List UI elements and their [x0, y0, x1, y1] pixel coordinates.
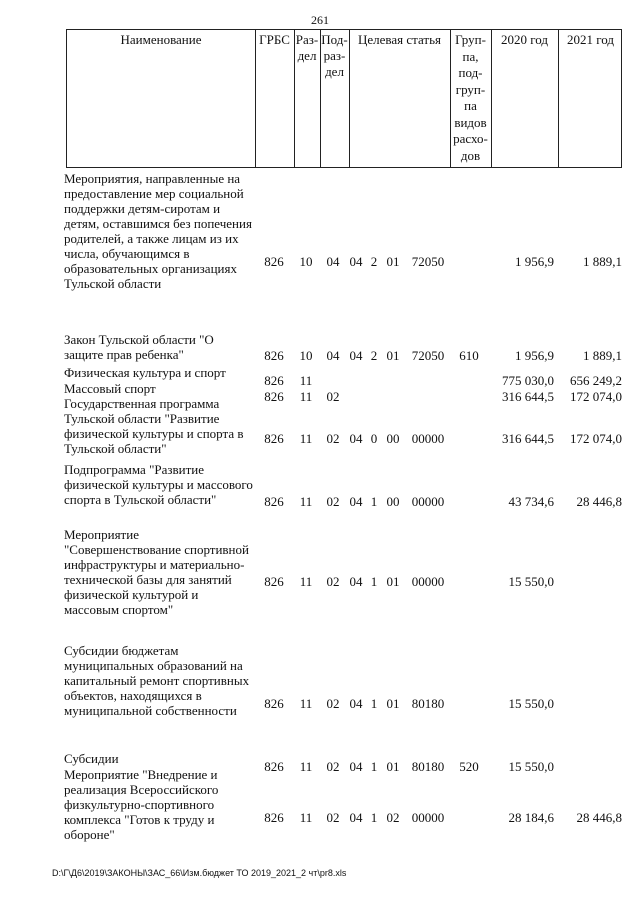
cell-cs2: 2 [370, 348, 378, 363]
cell-cs4: 00000 [411, 574, 445, 589]
cell-rz: 11 [299, 389, 313, 404]
header-tselevaya: Целевая статья [357, 32, 441, 47]
cell-cs4: 72050 [411, 254, 445, 269]
cell-grbs: 826 [264, 373, 284, 388]
cell-grbs: 826 [264, 348, 284, 363]
cell-cs2: 2 [370, 254, 378, 269]
cell-cs4: 80180 [411, 759, 445, 774]
cell-cs2: 1 [370, 696, 378, 711]
cell-cs1: 04 [349, 574, 363, 589]
table-header [66, 29, 622, 168]
cell-y2021: 172 074,0 [570, 431, 622, 446]
cell-y2021: 172 074,0 [570, 389, 622, 404]
cell-grbs: 826 [264, 389, 284, 404]
cell-grbs: 826 [264, 574, 284, 589]
cell-y2020: 316 644,5 [502, 389, 554, 404]
row-name: Субсидии бюджетам муниципальных образований на капитальный ремонт спортивных объектов, находящихся в муниципальной собственности [64, 643, 250, 718]
col-divider [558, 30, 559, 167]
cell-cs2: 0 [370, 431, 378, 446]
cell-cs4: 00000 [411, 431, 445, 446]
cell-cs3: 01 [386, 759, 400, 774]
header-podrazdel: Под- раз- дел [321, 32, 348, 79]
cell-cs4: 00000 [411, 810, 445, 825]
cell-y2021: 656 249,2 [570, 373, 622, 388]
row-name: Государственная программа Тульской области "Развитие физической культуры и спорта в Тульской области" [64, 396, 244, 456]
cell-y2020: 1 956,9 [515, 254, 554, 269]
cell-cs3: 01 [386, 696, 400, 711]
cell-cs1: 04 [349, 759, 363, 774]
cell-pr: 02 [326, 759, 340, 774]
cell-y2020: 316 644,5 [502, 431, 554, 446]
row-name: Подпрограмма "Развитие физической культуры и массового спорта в Тульской области" [64, 462, 253, 507]
cell-y2021: 28 446,8 [576, 810, 622, 825]
row-name: Закон Тульской области "О защите прав ребенка" [64, 332, 214, 362]
header-2020: 2020 год [501, 32, 548, 47]
col-divider [349, 30, 350, 167]
cell-y2020: 43 734,6 [508, 494, 554, 509]
cell-pr: 02 [326, 574, 340, 589]
cell-y2020: 1 956,9 [515, 348, 554, 363]
cell-rz: 11 [299, 431, 313, 446]
cell-cs3: 02 [386, 810, 400, 825]
cell-y2020: 775 030,0 [502, 373, 554, 388]
cell-y2021: 1 889,1 [583, 348, 622, 363]
cell-rz: 11 [299, 574, 313, 589]
page-number: 261 [311, 13, 329, 27]
cell-cs1: 04 [349, 494, 363, 509]
cell-rz: 11 [299, 810, 313, 825]
cell-cs3: 00 [386, 494, 400, 509]
cell-vr: 610 [459, 348, 479, 363]
col-divider [491, 30, 492, 167]
row-name: Мероприятие "Внедрение и реализация Всероссийского физкультурно-спортивного комплекса "Готов к труду и обороне" [64, 767, 219, 842]
cell-cs3: 01 [386, 348, 400, 363]
cell-y2021: 1 889,1 [583, 254, 622, 269]
cell-cs2: 1 [370, 494, 378, 509]
cell-cs2: 1 [370, 574, 378, 589]
cell-pr: 02 [326, 810, 340, 825]
cell-grbs: 826 [264, 254, 284, 269]
cell-rz: 11 [299, 696, 313, 711]
cell-grbs: 826 [264, 759, 284, 774]
cell-grbs: 826 [264, 696, 284, 711]
cell-grbs: 826 [264, 494, 284, 509]
row-name: Мероприятия, направленные на предоставление мер социальной поддержки детям-сиротам и детям, оставшимся без попечения родителей, а также лицам из их числа, обучающимся в образовательных организациях Тульской области [64, 171, 252, 291]
cell-cs3: 01 [386, 254, 400, 269]
cell-cs2: 1 [370, 759, 378, 774]
cell-pr: 02 [326, 389, 340, 404]
cell-vr: 520 [459, 759, 479, 774]
row-name: Субсидии [64, 751, 119, 766]
cell-y2020: 15 550,0 [508, 574, 554, 589]
cell-cs3: 01 [386, 574, 400, 589]
cell-pr: 02 [326, 431, 340, 446]
cell-cs4: 80180 [411, 696, 445, 711]
cell-cs3: 00 [386, 431, 400, 446]
header-razdel: Раз- дел [295, 32, 319, 63]
header-name: Наименование [120, 32, 202, 47]
row-name: Мероприятие "Совершенствование спортивной инфраструктуры и материально-технической базы для занятий физической культурой и массовым спортом" [64, 527, 249, 617]
cell-grbs: 826 [264, 810, 284, 825]
cell-cs4: 72050 [411, 348, 445, 363]
cell-cs1: 04 [349, 254, 363, 269]
cell-pr: 04 [326, 254, 340, 269]
cell-y2020: 15 550,0 [508, 759, 554, 774]
cell-rz: 11 [299, 759, 313, 774]
header-grbs: ГРБС [259, 32, 290, 47]
cell-cs2: 1 [370, 810, 378, 825]
cell-y2020: 28 184,6 [508, 810, 554, 825]
cell-rz: 10 [299, 348, 313, 363]
cell-cs1: 04 [349, 348, 363, 363]
header-2021: 2021 год [567, 32, 614, 47]
file-path: D:\Г\Д6\2019\ЗАКОНЫ\ЗАС_66\Изм.бюджет ТО 2019_2021_2 чт\pr8.xls [52, 868, 347, 878]
cell-rz: 10 [299, 254, 313, 269]
cell-y2021: 28 446,8 [576, 494, 622, 509]
cell-pr: 02 [326, 494, 340, 509]
cell-grbs: 826 [264, 431, 284, 446]
cell-cs1: 04 [349, 696, 363, 711]
cell-pr: 02 [326, 696, 340, 711]
cell-y2020: 15 550,0 [508, 696, 554, 711]
header-gruppa: Груп- па, под- груп- па видов расхо- дов [453, 32, 488, 163]
cell-cs4: 00000 [411, 494, 445, 509]
cell-pr: 04 [326, 348, 340, 363]
cell-rz: 11 [299, 494, 313, 509]
row-name: Массовый спорт [64, 381, 156, 396]
cell-cs1: 04 [349, 431, 363, 446]
cell-cs1: 04 [349, 810, 363, 825]
row-name: Физическая культура и спорт [64, 365, 226, 380]
cell-rz: 11 [299, 373, 313, 388]
col-divider [255, 30, 256, 167]
